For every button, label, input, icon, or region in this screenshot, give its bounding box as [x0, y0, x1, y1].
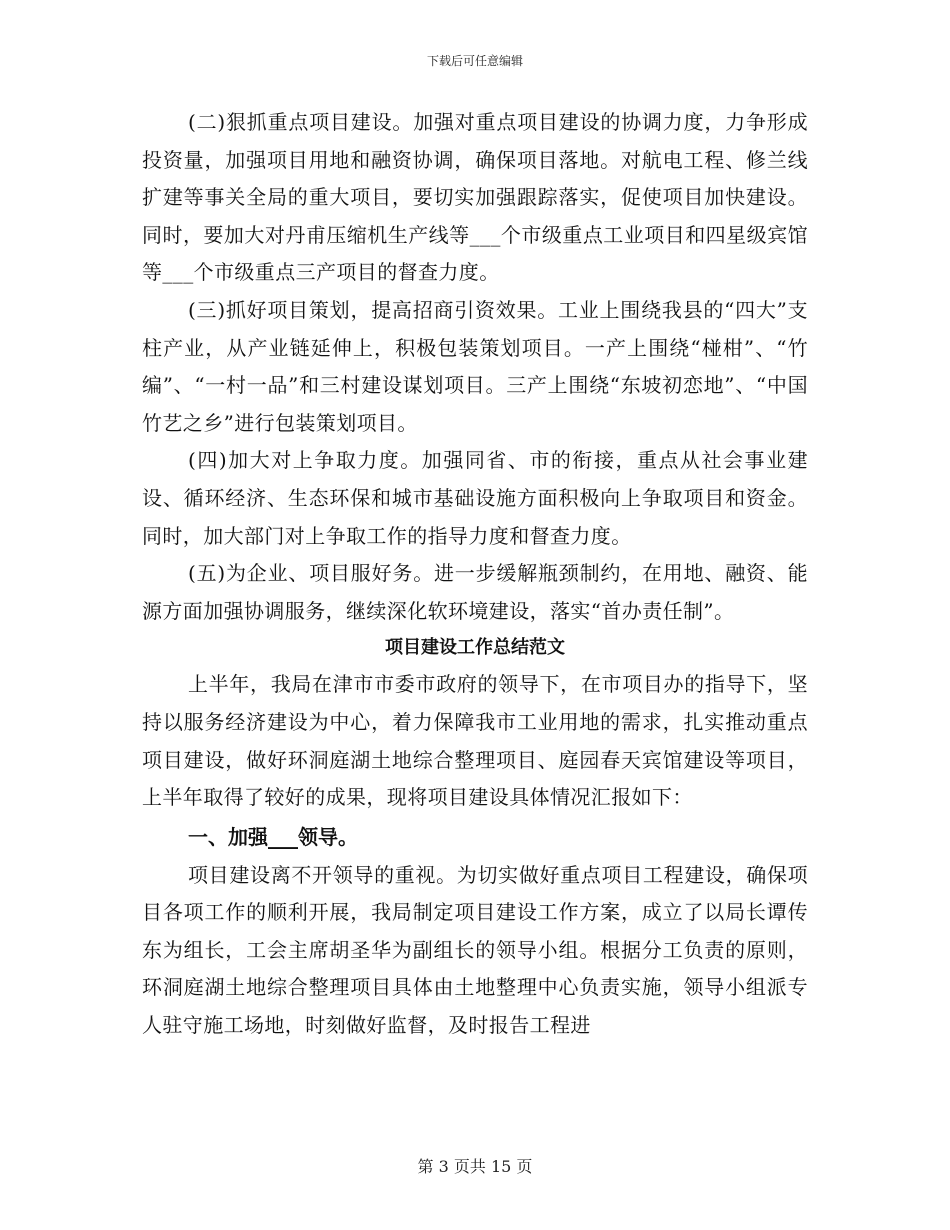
- page-header: 下载后可任意编辑: [426, 54, 523, 68]
- body-paragraph-1: 项目建设离不开领导的重视。为切实做好重点项目工程建设，确保项目各项工作的顺利开展，我局制定项目建设工作方案，成立了以局长谭传东为组长，工会主席胡圣华为副组长的领导小组。根据分工负责的原则，环洞庭湖土地综合整理项目具体由土地整理中心负责实施，领导小组派专人驻守施工场地，时刻做好监督，及时报告工程进: [142, 862, 808, 1038]
- document-body: [142, 104, 808, 1045]
- section-title: 项目建设工作总结范文: [385, 637, 565, 659]
- intro-paragraph: 上半年，我局在津市市委市政府的领导下，在市项目办的指导下，坚持以服务经济建设为中心，着力保障我市工业用地的需求，扎实推动重点项目建设，做好环洞庭湖土地综合整理项目、庭园春天宾馆建设等项目，上半年取得了较好的成果，现将项目建设具体情况汇报如下：: [142, 672, 808, 810]
- paragraph-item-5: (五)为企业、项目服好务。进一步缓解瓶颈制约，在用地、融资、能源方面加强协调服务，继续深化软环境建设，落实“首办责任制”。: [142, 561, 808, 623]
- paragraph-item-3: (三)抓好项目策划，提高招商引资效果。工业上围绕我县的“四大”支柱产业，从产业链延伸上，积极包装策划项目。一产上围绕“椪柑”、“竹编”、“一村一品”和三村建设谋划项目。三产上围绕“东坡初恋地”、“中国竹艺之乡”进行包装策划项目。: [142, 297, 808, 435]
- paragraph-item-2: (二)狠抓重点项目建设。加强对重点项目建设的协调力度，力争形成投资量，加强项目用地和融资协调，确保项目落地。对航电工程、修兰线扩建等事关全局的重大项目，要切实加强跟踪落实，促使项目加快建设。同时，要加大对丹甫压缩机生产线等___个市级重点工业项目和四星级宾馆等___个市级重点三产项目的督查力度。: [142, 110, 808, 285]
- paragraph-item-4: (四)加大对上争取力度。加强同省、市的衔接，重点从社会事业建设、循环经济、生态环保和城市基础设施方面积极向上争取项目和资金。同时，加大部门对上争取工作的指导力度和督查力度。: [142, 448, 808, 548]
- page-footer: 第 3 页共 15 页: [417, 1157, 533, 1176]
- section-heading-1: 一、加强___领导。: [188, 824, 358, 849]
